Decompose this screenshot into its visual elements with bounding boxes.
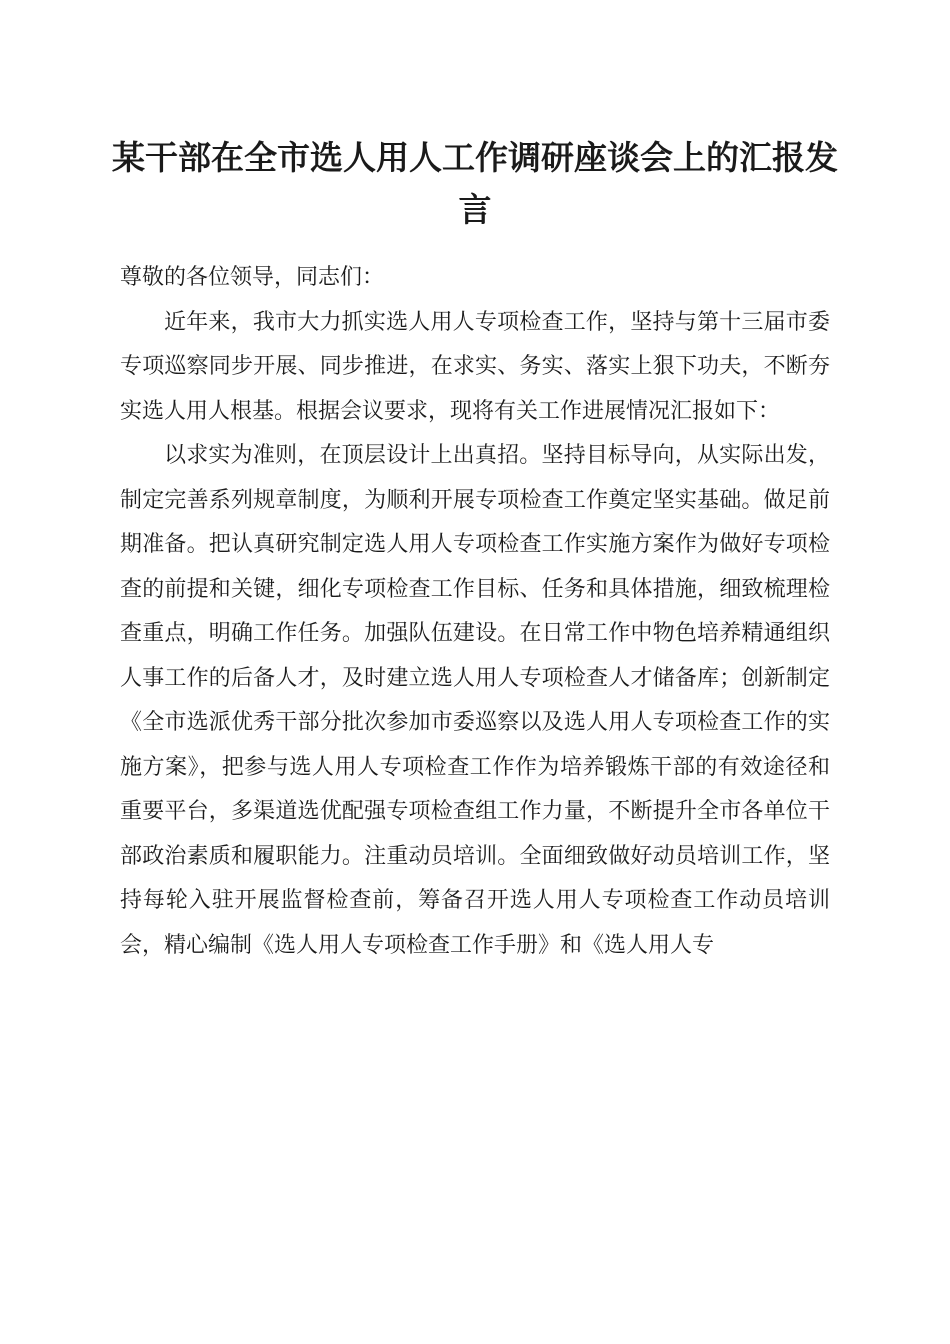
paragraph-intro: 近年来，我市大力抓实选人用人专项检查工作，坚持与第十三届市委专项巡察同步开展、同步推进，在求实、务实、落实上狠下功夫，不断夯实选人用人根基。根据会议要求，现将有关工作进展情况汇报如下： [120, 309, 830, 424]
document-title: 某干部在全市选人用人工作调研座谈会上的汇报发言 [112, 138, 838, 229]
paragraph-section-1: 以求实为准则，在顶层设计上出真招。坚持目标导向，从实际出发，制定完善系列规章制度，为顺利开展专项检查工作奠定坚实基础。做足前期准备。把认真研究制定选人用人专项检查工作实施方案作为做好专项检查的前提和关键，细化专项检查工作目标、任务和具体措施，细致梳理检查重点，明确工作任务。加强队伍建设。在日常工作中物色培养精通组织人事工作的后备人才，及时建立选人用人专项检查人才储备库；创新制定《全市选派优秀干部分批次参加市委巡察以及选人用人专项检查工作的实施方案》，把参与选人用人专项检查工作作为培养锻炼干部的有效途径和重要平台，多渠道选优配强专项检查组工作力量，不断提升全市各单位干部政治素质和履职能力。注重动员培训。全面细致做好动员培训工作，坚持每轮入驻开展监督检查前，筹备召开选人用人专项检查工作动员培训会，精心编制《选人用人专项检查工作手册》和《选人用人专 [120, 443, 830, 958]
document-body [120, 256, 830, 968]
salutation: 尊敬的各位领导，同志们： [120, 265, 385, 290]
